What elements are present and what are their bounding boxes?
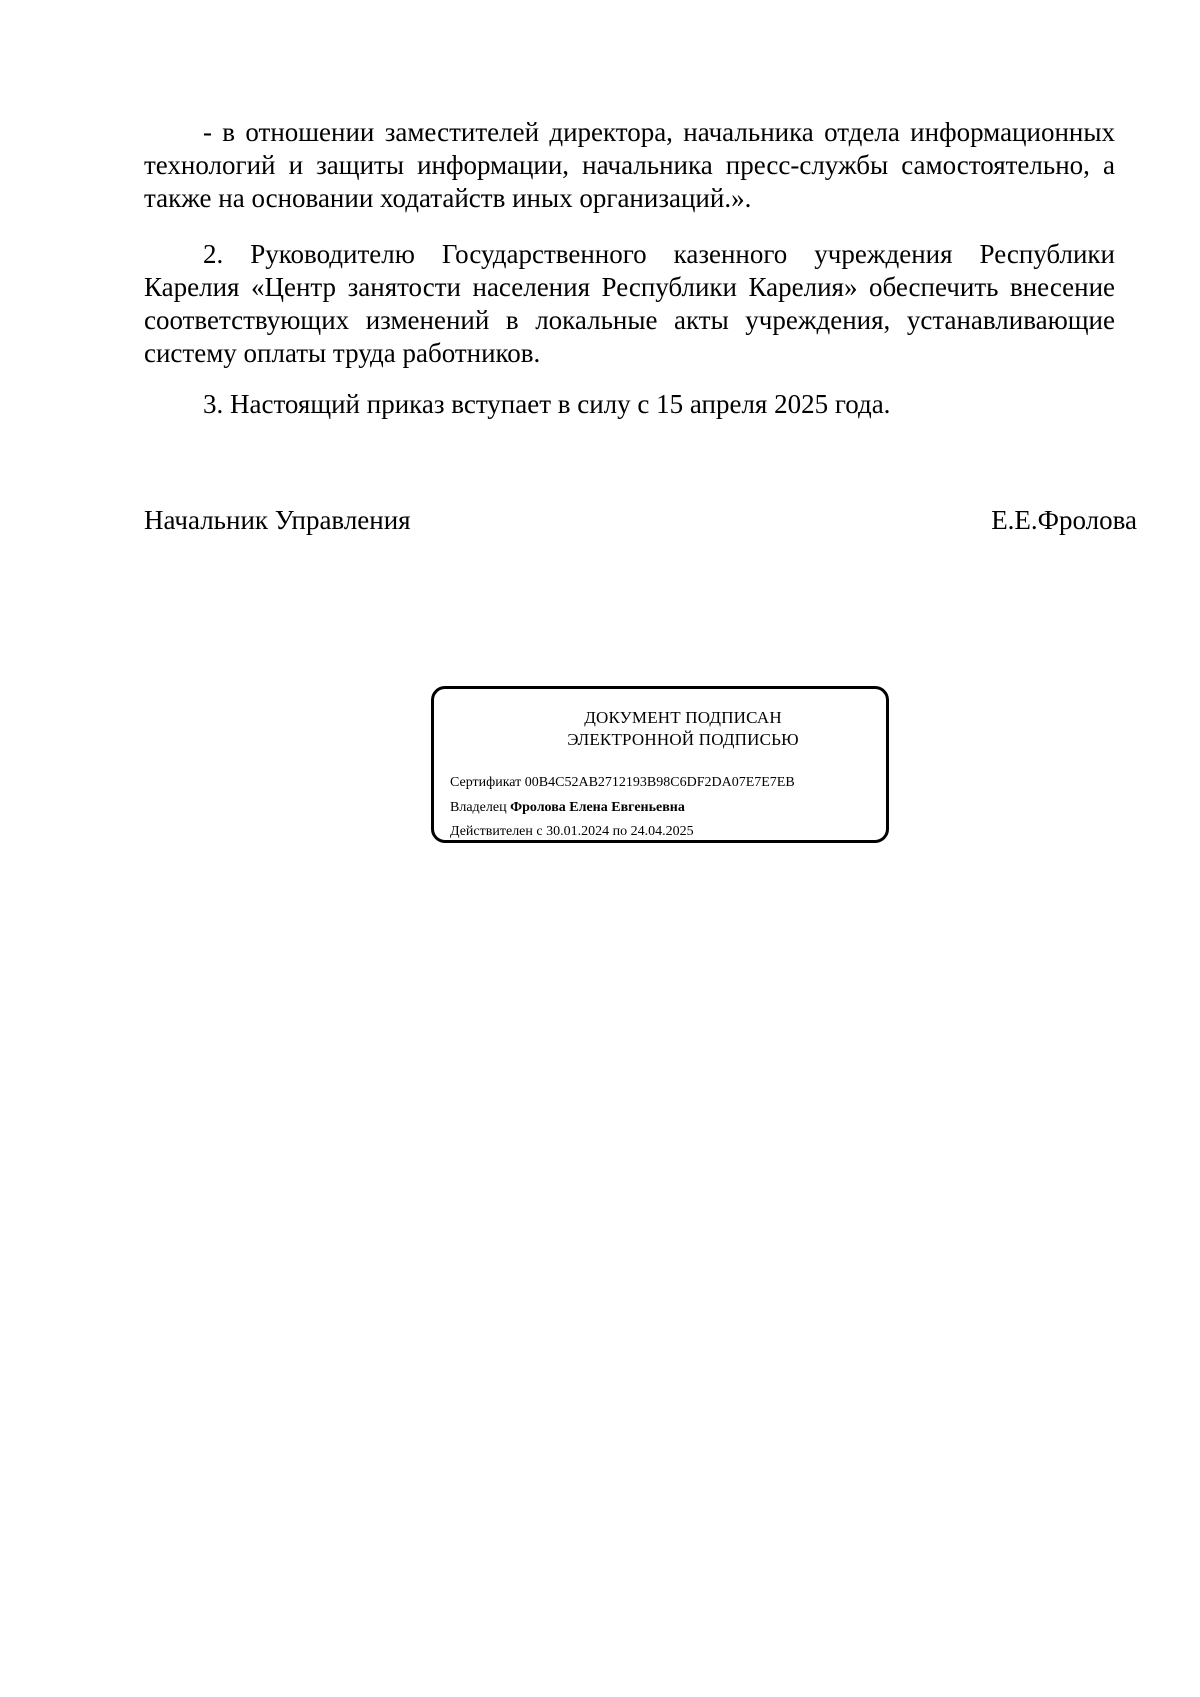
certificate-label: Сертификат: [450, 775, 522, 790]
electronic-signature-stamp: [431, 686, 889, 843]
valid-to-date: 24.04.2025: [630, 824, 694, 839]
paragraph-item-2: 2. Руководителю Государственного казенного учреждения Республики Карелия «Центр занятости населения Республики Карелия» обеспечить внесение соответствующих изменений в локальные акты учреждения, устанавливающие систему оплаты труда работников.: [144, 239, 1115, 368]
valid-from-label: Действителен с: [450, 824, 543, 839]
paragraph-item-3: 3. Настоящий приказ вступает в силу с 15 апреля 2025 года.: [203, 389, 891, 419]
stamp-title: [434, 707, 886, 751]
stamp-certificate: [450, 774, 795, 792]
owner-value: Фролова Елена Евгеньевна: [510, 800, 685, 815]
paragraph-subitem: - в отношении заместителей директора, начальника отдела информационных технологий и защиты информации, начальника пресс-службы самостоятельно, а также на основании ходатайств иных организаций.».: [144, 117, 1115, 213]
owner-label: Владелец: [450, 800, 507, 815]
stamp-owner: [450, 799, 685, 817]
stamp-title-line-2: ЭЛЕКТРОННОЙ ПОДПИСЬЮ: [567, 730, 799, 749]
signatory-position: Начальник Управления: [144, 505, 411, 535]
valid-from-date: 30.01.2024: [546, 824, 610, 839]
valid-to-label: по: [612, 824, 628, 839]
stamp-validity: [450, 823, 694, 841]
signature-block: [144, 504, 1137, 537]
signatory-name: Е.Е.Фролова: [991, 505, 1137, 535]
stamp-title-line-1: ДОКУМЕНТ ПОДПИСАН: [584, 708, 782, 727]
certificate-value: 00B4C52AB2712193B98C6DF2DA07E7E7EB: [524, 775, 795, 790]
